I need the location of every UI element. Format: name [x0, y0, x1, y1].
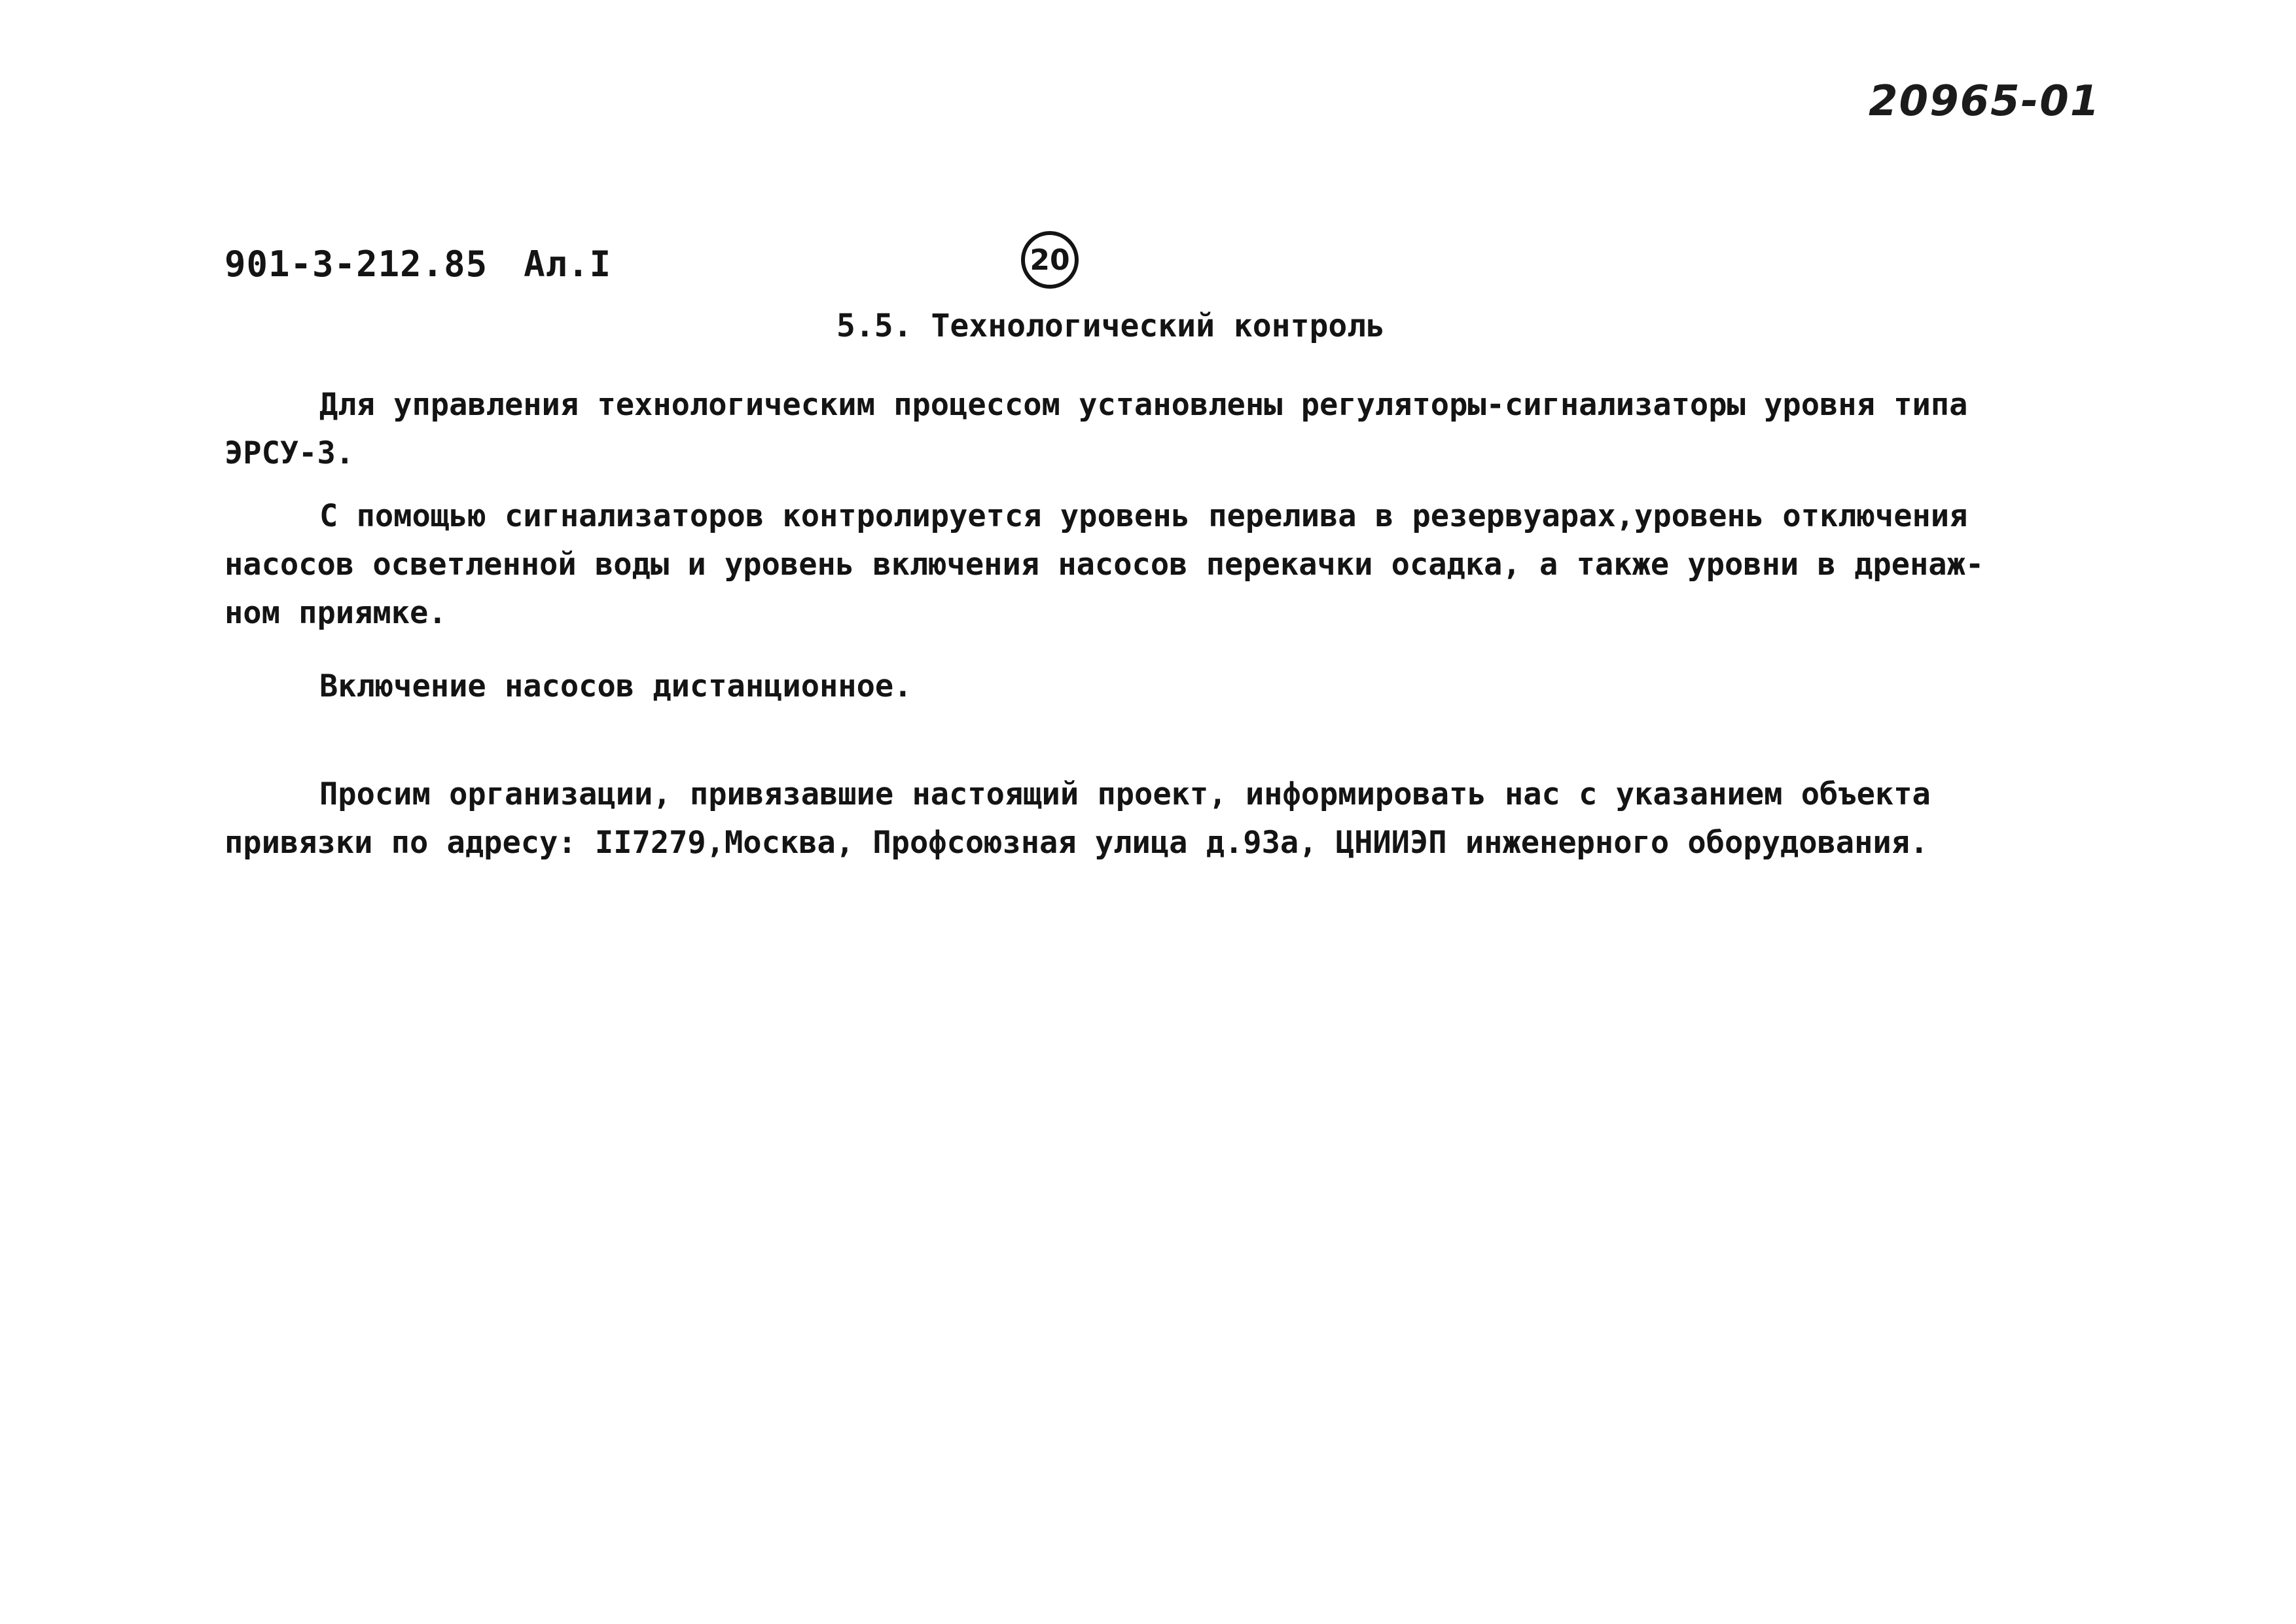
page-number: 20: [1021, 231, 1079, 289]
paragraph-contact-request: [224, 770, 1931, 867]
paragraph-signaling: [224, 492, 1984, 638]
paragraph-line: ЭРСУ-3.: [224, 435, 355, 471]
paragraph-level-regulators: [224, 381, 1967, 478]
document-header: [224, 244, 647, 285]
paragraph-line: С помощью сигнализаторов контролируется уровень перелива в резервуарах,уровень отключения: [319, 498, 1968, 534]
paragraph-line: Просим организации, привязавшие настоящий проект, информировать нас с указанием объекта: [319, 776, 1931, 812]
section-title: 5.5. Технологический контроль: [836, 308, 1386, 344]
sheet-label: Ал.I: [524, 244, 612, 285]
archive-number: 20965-01: [1869, 77, 2101, 126]
paragraph-line: ном приямке.: [224, 595, 447, 631]
paragraph-pump-control: [224, 662, 912, 711]
paragraph-line: насосов осветленной воды и уровень включения насосов перекачки осадка, а также уровни в дренаж-: [224, 547, 1984, 583]
paragraph-line: Включение насосов дистанционное.: [319, 668, 912, 704]
paragraph-line: привязки по адресу: II7279,Москва, Профсоюзная улица д.93а, ЦНИИЭП инженерного оборудования.: [224, 825, 1929, 861]
paragraph-line: Для управления технологическим процессом установлены регуляторы-сигнализаторы уровня типа: [319, 387, 1968, 423]
document-code: 901-3-212.85: [224, 244, 488, 285]
